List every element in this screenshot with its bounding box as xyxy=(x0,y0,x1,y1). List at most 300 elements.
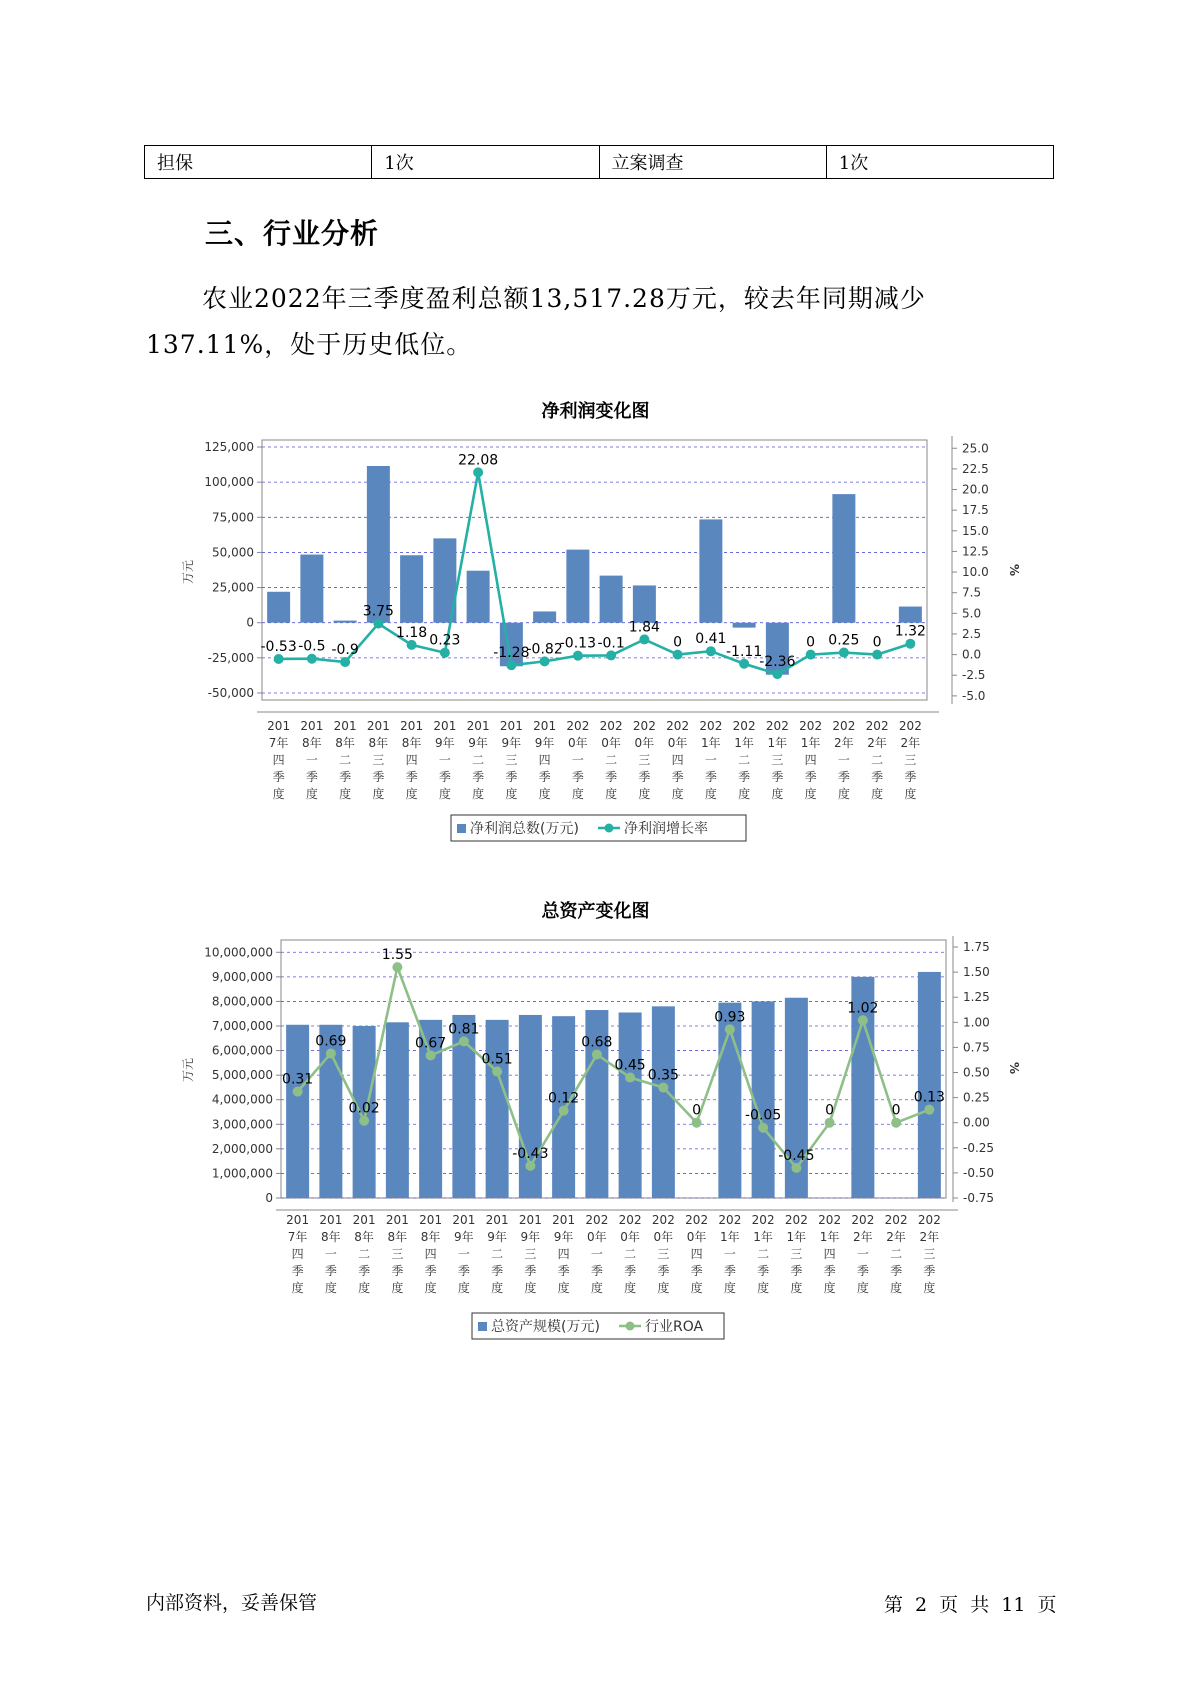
x-tick-label: 季 xyxy=(457,1264,470,1278)
line-point xyxy=(326,1048,336,1058)
y2-axis-label: % xyxy=(1007,563,1021,577)
x-tick-label: 201 xyxy=(319,1213,343,1227)
bar xyxy=(367,466,390,623)
x-tick-label: 0年 xyxy=(634,736,655,750)
y2-tick-label: -0.50 xyxy=(963,1165,995,1180)
x-tick-label: 201 xyxy=(286,1213,310,1227)
x-tick-label: 四 xyxy=(690,1247,703,1261)
x-tick-label: 度 xyxy=(904,787,917,801)
bar xyxy=(400,555,423,622)
data-label: -0.82 xyxy=(526,641,563,658)
x-tick-label: 202 xyxy=(699,719,723,733)
x-tick-label: 202 xyxy=(651,1213,675,1227)
bar xyxy=(752,1001,775,1198)
y-tick-label: 2,000,000 xyxy=(211,1141,273,1156)
x-tick-label: 0年 xyxy=(587,1230,607,1244)
x-tick-label: 季 xyxy=(372,770,385,784)
y-tick-label: 10,000,000 xyxy=(204,945,273,960)
x-tick-label: 季 xyxy=(571,770,584,784)
y2-tick-label: 25.0 xyxy=(962,441,989,456)
x-tick-label: 季 xyxy=(738,770,751,784)
y2-tick-label: 15.0 xyxy=(962,523,989,538)
y2-tick-label: 1.75 xyxy=(963,940,990,955)
x-tick-label: 度 xyxy=(339,787,352,801)
bar xyxy=(334,621,357,623)
x-tick-label: 季 xyxy=(771,770,784,784)
x-tick-label: 2年 xyxy=(867,736,887,750)
data-label: 0.25 xyxy=(828,632,860,649)
x-tick-label: 季 xyxy=(590,1264,603,1278)
table-cell-value: 1次 xyxy=(826,146,1053,179)
data-label: -0.13 xyxy=(559,635,596,652)
line-point xyxy=(872,650,882,660)
line-point xyxy=(440,648,450,658)
data-label: 0 xyxy=(806,634,816,651)
x-tick-label: 度 xyxy=(704,787,717,801)
x-tick-label: 季 xyxy=(790,1264,803,1278)
x-tick-label: 7年 xyxy=(268,736,289,750)
x-tick-label: 二 xyxy=(871,753,884,767)
x-tick-label: 季 xyxy=(538,770,551,784)
x-tick-label: 季 xyxy=(856,1264,869,1278)
x-tick-label: 202 xyxy=(751,1213,775,1227)
x-tick-label: 季 xyxy=(438,770,451,784)
y2-tick-label: 0.75 xyxy=(963,1040,990,1055)
x-tick-label: 度 xyxy=(590,1281,603,1295)
x-tick-label: 0年 xyxy=(686,1230,707,1244)
x-tick-label: 2年 xyxy=(853,1230,873,1244)
bar xyxy=(267,592,290,623)
table-row xyxy=(145,146,1054,179)
x-tick-label: 202 xyxy=(599,719,623,733)
table-cell-value: 1次 xyxy=(372,146,599,179)
line-point xyxy=(506,660,516,670)
x-tick-label: 季 xyxy=(904,770,917,784)
y-tick-label: 4,000,000 xyxy=(211,1092,273,1107)
x-tick-label: 一 xyxy=(457,1247,470,1261)
x-tick-label: 季 xyxy=(324,1264,337,1278)
y2-tick-label: 22.5 xyxy=(962,461,989,476)
x-tick-label: 度 xyxy=(837,787,850,801)
line-point xyxy=(839,648,849,658)
y2-tick-label: 0.50 xyxy=(963,1065,990,1080)
x-tick-label: 9年 xyxy=(520,1230,541,1244)
x-tick-label: 202 xyxy=(784,1213,808,1227)
bar xyxy=(899,607,922,623)
legend-line-marker xyxy=(605,824,614,833)
x-tick-label: 季 xyxy=(491,1264,504,1278)
x-tick-label: 季 xyxy=(690,1264,703,1278)
data-label: 0.93 xyxy=(714,1009,746,1026)
x-tick-label: 9年 xyxy=(487,1230,507,1244)
x-tick-label: 9年 xyxy=(468,736,488,750)
x-tick-label: 度 xyxy=(438,787,451,801)
x-tick-label: 三 xyxy=(524,1247,537,1261)
bar xyxy=(533,611,556,622)
x-tick-label: 度 xyxy=(771,787,784,801)
line-point xyxy=(639,634,649,644)
line-point xyxy=(606,650,616,660)
x-tick-label: 202 xyxy=(566,719,590,733)
x-tick-label: 一 xyxy=(856,1247,869,1261)
data-label: -0.53 xyxy=(260,638,297,655)
x-tick-label: 202 xyxy=(765,719,789,733)
y2-tick-label: 0.0 xyxy=(962,647,982,662)
data-label: 0.13 xyxy=(913,1089,945,1106)
x-tick-label: 三 xyxy=(391,1247,404,1261)
y2-tick-label: 1.00 xyxy=(963,1015,990,1030)
bar xyxy=(699,519,722,622)
x-tick-label: 度 xyxy=(605,787,618,801)
line-point xyxy=(891,1118,901,1128)
y-tick-label: 25,000 xyxy=(212,580,254,595)
y-tick-label: 125,000 xyxy=(204,440,254,455)
y-tick-label: 50,000 xyxy=(212,545,254,560)
x-tick-label: 度 xyxy=(871,787,884,801)
x-tick-label: 一 xyxy=(723,1247,736,1261)
x-tick-label: 201 xyxy=(366,719,390,733)
x-tick-label: 8年 xyxy=(302,736,322,750)
x-tick-label: 201 xyxy=(466,719,490,733)
x-tick-label: 四 xyxy=(291,1247,304,1261)
x-tick-label: 202 xyxy=(618,1213,642,1227)
y-tick-label: 9,000,000 xyxy=(211,969,273,984)
x-tick-label: 季 xyxy=(804,770,817,784)
x-tick-label: 三 xyxy=(372,753,385,767)
data-label: 0 xyxy=(891,1102,901,1119)
x-tick-label: 季 xyxy=(524,1264,537,1278)
line-point xyxy=(492,1067,502,1077)
x-tick-label: 1年 xyxy=(720,1230,740,1244)
table-cell-label: 担保 xyxy=(145,146,372,179)
y-tick-label: 75,000 xyxy=(212,510,254,525)
bar xyxy=(652,1006,675,1198)
data-label: 0.45 xyxy=(614,1057,646,1074)
x-tick-label: 季 xyxy=(657,1264,670,1278)
x-tick-label: 季 xyxy=(358,1264,371,1278)
data-label: 1.55 xyxy=(381,947,413,964)
x-tick-label: 二 xyxy=(757,1247,770,1261)
bar xyxy=(600,576,623,623)
x-tick-label: 1年 xyxy=(767,736,788,750)
bar xyxy=(566,550,589,623)
data-label: -0.5 xyxy=(298,638,326,655)
x-tick-label: 一 xyxy=(704,753,717,767)
x-tick-label: 度 xyxy=(491,1281,504,1295)
y2-tick-label: 5.0 xyxy=(962,606,982,621)
x-tick-label: 度 xyxy=(324,1281,337,1295)
line-point xyxy=(359,1116,369,1126)
x-tick-label: 三 xyxy=(505,753,518,767)
y2-tick-label: -0.75 xyxy=(963,1191,995,1205)
x-tick-label: 季 xyxy=(757,1264,770,1278)
data-label: 0 xyxy=(692,1102,702,1119)
x-tick-label: 度 xyxy=(291,1281,304,1295)
x-tick-label: 度 xyxy=(524,1281,537,1295)
x-tick-label: 201 xyxy=(452,1213,476,1227)
chart-title-net-profit: 净利润变化图 xyxy=(541,401,650,422)
y2-tick-label: 17.5 xyxy=(962,503,989,518)
x-tick-label: 季 xyxy=(557,1264,570,1278)
x-tick-label: 四 xyxy=(538,753,551,767)
x-tick-label: 二 xyxy=(738,753,751,767)
y-tick-label: 100,000 xyxy=(204,475,254,490)
data-label: -0.45 xyxy=(778,1147,815,1164)
x-tick-label: 202 xyxy=(818,1213,842,1227)
x-tick-label: 度 xyxy=(557,1281,570,1295)
x-tick-label: 度 xyxy=(804,787,817,801)
x-tick-label: 三 xyxy=(790,1247,803,1261)
legend-line-label: 行业ROA xyxy=(645,1319,704,1335)
x-tick-label: 1年 xyxy=(819,1230,840,1244)
x-tick-label: 2年 xyxy=(834,736,854,750)
x-tick-label: 9年 xyxy=(435,736,455,750)
data-label: 1.84 xyxy=(628,619,660,636)
x-tick-label: 季 xyxy=(823,1264,836,1278)
x-tick-label: 202 xyxy=(851,1213,875,1227)
bar xyxy=(300,555,323,623)
y2-tick-label: 0.25 xyxy=(963,1090,990,1105)
x-tick-label: 201 xyxy=(518,1213,542,1227)
x-tick-label: 8年 xyxy=(368,736,389,750)
x-tick-label: 季 xyxy=(624,1264,637,1278)
data-label: 0.12 xyxy=(548,1090,580,1107)
y-tick-label: 3,000,000 xyxy=(211,1117,273,1132)
data-label: 0.41 xyxy=(695,631,727,648)
x-tick-label: 度 xyxy=(638,787,651,801)
x-tick-label: 季 xyxy=(405,770,418,784)
y-axis-label: 万元 xyxy=(181,559,195,585)
x-tick-label: 季 xyxy=(391,1264,404,1278)
x-tick-label: 三 xyxy=(923,1247,936,1261)
data-label: 0.69 xyxy=(315,1033,347,1050)
x-tick-label: 202 xyxy=(832,719,856,733)
total-assets-chart xyxy=(0,925,1191,1345)
bar xyxy=(918,972,941,1198)
x-tick-label: 度 xyxy=(571,787,584,801)
x-tick-label: 202 xyxy=(917,1213,941,1227)
data-label: 0.67 xyxy=(415,1035,447,1052)
line-point xyxy=(293,1087,303,1097)
x-tick-label: 201 xyxy=(433,719,457,733)
x-tick-label: 度 xyxy=(671,787,684,801)
x-tick-label: 2年 xyxy=(900,736,921,750)
bar xyxy=(386,1022,409,1198)
x-tick-label: 201 xyxy=(352,1213,376,1227)
x-tick-label: 1年 xyxy=(753,1230,773,1244)
data-label: 0.35 xyxy=(647,1067,679,1084)
section-paragraph: 农业2022年三季度盈利总额13,517.28万元，较去年同期减少137.11%，处于历史低位。 xyxy=(146,284,926,359)
x-tick-label: 201 xyxy=(333,719,357,733)
x-tick-label: 季 xyxy=(871,770,884,784)
x-tick-label: 8年 xyxy=(354,1230,374,1244)
x-tick-label: 1年 xyxy=(786,1230,807,1244)
line-point xyxy=(525,1161,535,1171)
x-tick-label: 四 xyxy=(405,753,418,767)
x-tick-label: 202 xyxy=(884,1213,908,1227)
x-tick-label: 9年 xyxy=(454,1230,474,1244)
x-tick-label: 2年 xyxy=(919,1230,940,1244)
bar xyxy=(633,585,656,622)
data-label: -0.05 xyxy=(745,1107,782,1124)
x-tick-label: 季 xyxy=(605,770,618,784)
x-tick-label: 8年 xyxy=(335,736,355,750)
x-tick-label: 度 xyxy=(723,1281,736,1295)
x-tick-label: 201 xyxy=(485,1213,509,1227)
x-tick-label: 季 xyxy=(723,1264,736,1278)
x-tick-label: 8年 xyxy=(321,1230,341,1244)
footer-page-number: 第 2 页 共 11 页 xyxy=(884,1594,1057,1616)
x-tick-label: 201 xyxy=(533,719,557,733)
x-tick-label: 202 xyxy=(799,719,823,733)
x-tick-label: 度 xyxy=(424,1281,437,1295)
x-tick-label: 度 xyxy=(405,787,418,801)
x-tick-label: 三 xyxy=(771,753,784,767)
y2-tick-label: -5.0 xyxy=(962,688,986,703)
y-tick-label: 7,000,000 xyxy=(211,1019,273,1033)
data-label: 0.23 xyxy=(429,632,461,649)
x-tick-label: 1年 xyxy=(734,736,754,750)
x-tick-label: 7年 xyxy=(287,1230,308,1244)
y2-tick-label: -0.25 xyxy=(963,1140,995,1155)
x-tick-label: 0年 xyxy=(667,736,688,750)
x-tick-label: 9年 xyxy=(501,736,522,750)
x-tick-label: 202 xyxy=(718,1213,742,1227)
x-tick-label: 202 xyxy=(865,719,889,733)
x-tick-label: 202 xyxy=(666,719,690,733)
x-tick-label: 季 xyxy=(837,770,850,784)
line-point xyxy=(426,1050,436,1060)
x-tick-label: 0年 xyxy=(568,736,588,750)
x-tick-label: 度 xyxy=(890,1281,903,1295)
y-tick-label: 6,000,000 xyxy=(211,1043,273,1058)
x-tick-label: 8年 xyxy=(387,1230,408,1244)
legend-bar-label: 总资产规模(万元) xyxy=(491,1319,600,1335)
bar xyxy=(467,571,490,623)
net-profit-chart xyxy=(0,420,1191,845)
x-tick-label: 季 xyxy=(472,770,485,784)
x-tick-label: 二 xyxy=(624,1247,637,1261)
x-tick-label: 度 xyxy=(790,1281,803,1295)
x-tick-label: 8年 xyxy=(420,1230,441,1244)
x-tick-label: 四 xyxy=(804,753,817,767)
x-tick-label: 度 xyxy=(856,1281,869,1295)
data-label: 1.32 xyxy=(894,623,926,640)
line-point xyxy=(825,1118,835,1128)
x-tick-label: 一 xyxy=(571,753,584,767)
line-point xyxy=(392,962,402,972)
info-table xyxy=(144,145,1054,179)
line-point xyxy=(658,1083,668,1093)
line-point xyxy=(725,1024,735,1034)
bar xyxy=(286,1025,309,1198)
line-point xyxy=(625,1073,635,1083)
x-tick-label: 202 xyxy=(898,719,922,733)
x-tick-label: 四 xyxy=(671,753,684,767)
y-tick-label: 1,000,000 xyxy=(211,1166,273,1181)
y2-tick-label: 0.00 xyxy=(963,1115,990,1130)
x-tick-label: 8年 xyxy=(401,736,422,750)
line-point xyxy=(592,1049,602,1059)
data-label: 1.02 xyxy=(847,1000,879,1017)
line-point xyxy=(858,1015,868,1025)
line-point xyxy=(373,619,383,629)
line-point xyxy=(924,1105,934,1115)
x-tick-label: 一 xyxy=(305,753,318,767)
bar xyxy=(619,1012,642,1198)
y2-tick-label: 12.5 xyxy=(962,544,989,559)
x-tick-label: 度 xyxy=(391,1281,404,1295)
legend-line-marker xyxy=(626,1322,635,1331)
x-tick-label: 二 xyxy=(890,1247,903,1261)
data-label: -2.36 xyxy=(759,654,796,671)
plot-area xyxy=(262,440,927,700)
y2-tick-label: 10.0 xyxy=(962,565,989,580)
x-tick-label: 度 xyxy=(457,1281,470,1295)
x-tick-label: 度 xyxy=(923,1281,936,1295)
legend-line-label: 净利润增长率 xyxy=(624,821,708,837)
x-tick-label: 季 xyxy=(671,770,684,784)
bar xyxy=(832,494,855,623)
section-title: 三、行业分析 xyxy=(205,217,380,250)
x-tick-label: 三 xyxy=(904,753,917,767)
y-tick-label: -25,000 xyxy=(207,650,254,665)
x-tick-label: 度 xyxy=(690,1281,703,1295)
line-point xyxy=(559,1106,569,1116)
line-point xyxy=(459,1036,469,1046)
data-label: 0.02 xyxy=(348,1100,380,1117)
line-point xyxy=(706,646,716,656)
line-point xyxy=(739,659,749,669)
x-tick-label: 二 xyxy=(358,1247,371,1261)
line-point xyxy=(692,1118,702,1128)
line-point xyxy=(540,656,550,666)
y-tick-label: 0 xyxy=(265,1191,273,1205)
chart-title-total-assets: 总资产变化图 xyxy=(541,901,650,922)
data-label: -0.1 xyxy=(597,635,625,652)
x-tick-label: 201 xyxy=(385,1213,409,1227)
legend-bar-swatch xyxy=(478,1322,487,1331)
x-tick-label: 度 xyxy=(657,1281,670,1295)
y2-tick-label: 1.50 xyxy=(963,965,990,980)
x-tick-label: 季 xyxy=(291,1264,304,1278)
data-label: -0.9 xyxy=(331,642,359,659)
x-tick-label: 0年 xyxy=(601,736,621,750)
x-tick-label: 四 xyxy=(272,753,285,767)
data-label: 1.18 xyxy=(396,624,428,641)
y-tick-label: 0 xyxy=(246,615,254,630)
line-point xyxy=(473,467,483,477)
y-tick-label: 8,000,000 xyxy=(211,994,273,1009)
x-tick-label: 二 xyxy=(605,753,618,767)
y-tick-label: -50,000 xyxy=(207,685,254,700)
x-tick-label: 季 xyxy=(704,770,717,784)
data-label: 0 xyxy=(673,634,683,651)
x-tick-label: 度 xyxy=(823,1281,836,1295)
x-tick-label: 202 xyxy=(732,719,756,733)
data-label: -0.43 xyxy=(512,1145,549,1162)
bar xyxy=(733,623,756,628)
y-tick-label: 5,000,000 xyxy=(211,1068,273,1083)
x-tick-label: 一 xyxy=(837,753,850,767)
y2-tick-label: 20.0 xyxy=(962,482,989,497)
line-point xyxy=(772,669,782,679)
line-point xyxy=(274,654,284,664)
x-tick-label: 1年 xyxy=(800,736,821,750)
legend-bar-label: 净利润总数(万元) xyxy=(470,821,579,837)
x-tick-label: 季 xyxy=(890,1264,903,1278)
x-tick-label: 1年 xyxy=(701,736,721,750)
